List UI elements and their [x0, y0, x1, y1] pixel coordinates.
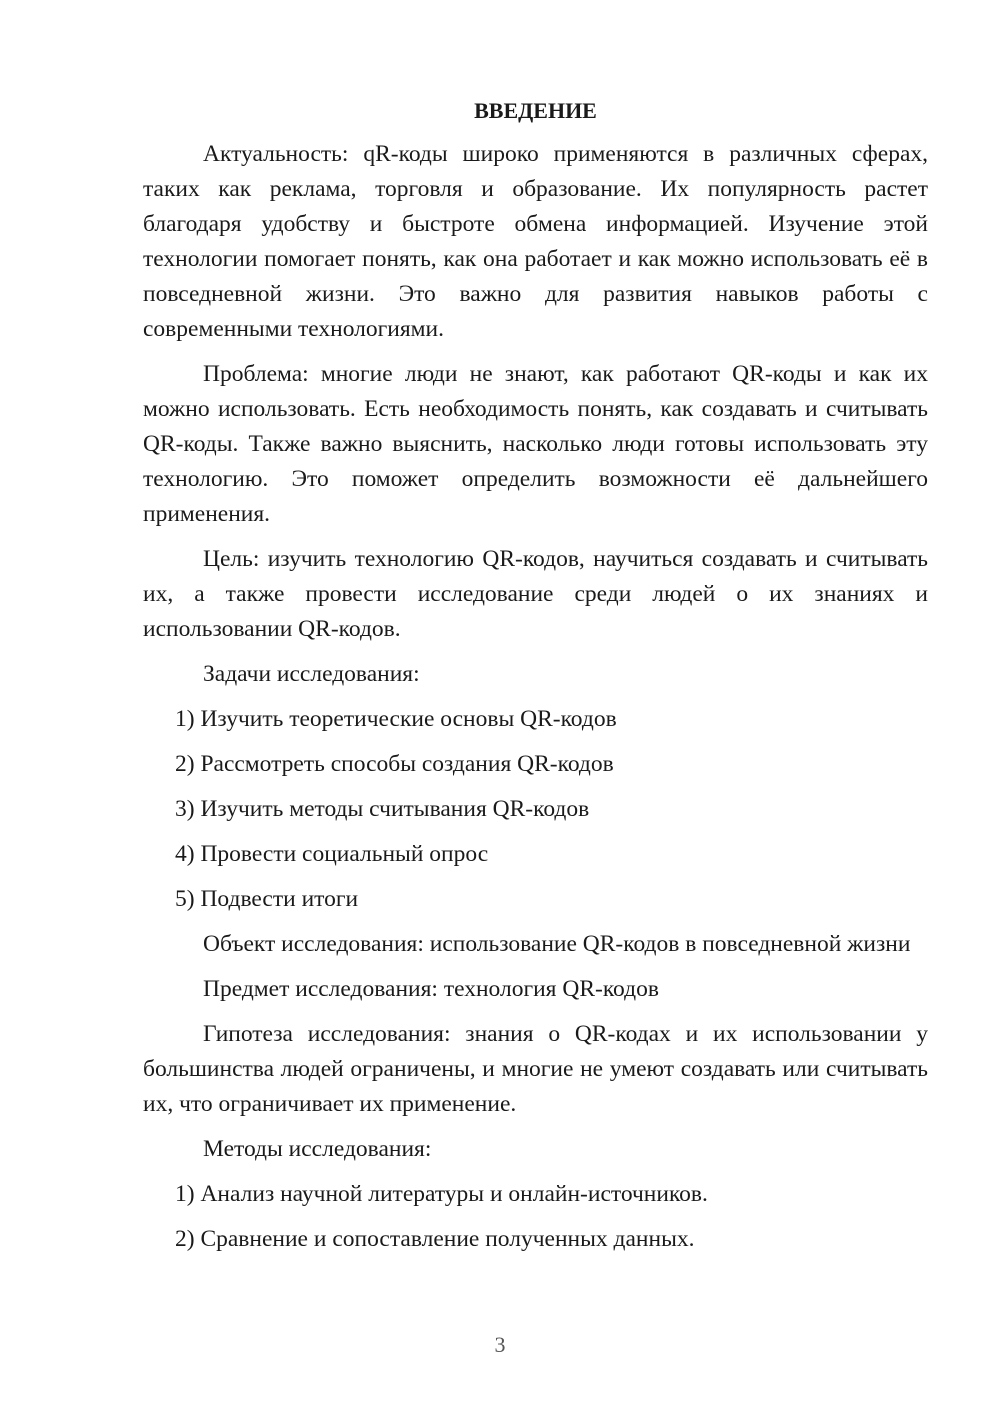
- page-number: 3: [494, 1332, 506, 1357]
- method-item-1: 1) Анализ научной литературы и онлайн-источников.: [175, 1181, 708, 1207]
- subject-paragraph: Предмет исследования: технология QR-кодов: [203, 976, 659, 1002]
- method-item-2: 2) Сравнение и сопоставление полученных данных.: [175, 1226, 695, 1252]
- task-item-4: 4) Провести социальный опрос: [175, 841, 489, 867]
- hypothesis-paragraph: Гипотеза исследования: знания о QR-кодах и их использовании у большинства людей ограничены, и многие не умеют создавать или считывать их, что ограничивает их применение.: [143, 1021, 928, 1117]
- task-item-5: 5) Подвести итоги: [175, 886, 359, 912]
- goal-paragraph: Цель: изучить технологию QR-кодов, научиться создавать и считывать их, а также провести исследование среди людей о их знаниях и использовании QR-кодов.: [143, 546, 928, 642]
- section-title: ВВЕДЕНИЕ: [474, 98, 597, 123]
- task-item-1: 1) Изучить теоретические основы QR-кодов: [175, 706, 617, 732]
- methods-heading: Методы исследования:: [203, 1136, 432, 1162]
- page-content: [143, 95, 928, 1267]
- problem-paragraph: Проблема: многие люди не знают, как работают QR-коды и как их можно использовать. Есть необходимость понять, как создавать и считывать QR-коды. Также важно выяснить, насколько люди готовы использовать эту технологию. Это поможет определить возможности её дальнейшего применения.: [143, 361, 928, 527]
- tasks-heading: Задачи исследования:: [203, 661, 420, 687]
- object-paragraph: Объект исследования: использование QR-кодов в повседневной жизни: [203, 931, 911, 957]
- task-item-3: 3) Изучить методы считывания QR-кодов: [175, 796, 590, 822]
- relevance-paragraph: Актуальность: qR-коды широко применяются в различных сферах, таких как реклама, торговля и образование. Их популярность растет благодаря удобству и быстроте обмена информацией. Изучение этой технологии помогает понять, как она работает и как можно использовать её в повседневной жизни. Это важно для развития навыков работы с современными технологиями.: [143, 141, 928, 342]
- task-item-2: 2) Рассмотреть способы создания QR-кодов: [175, 751, 614, 777]
